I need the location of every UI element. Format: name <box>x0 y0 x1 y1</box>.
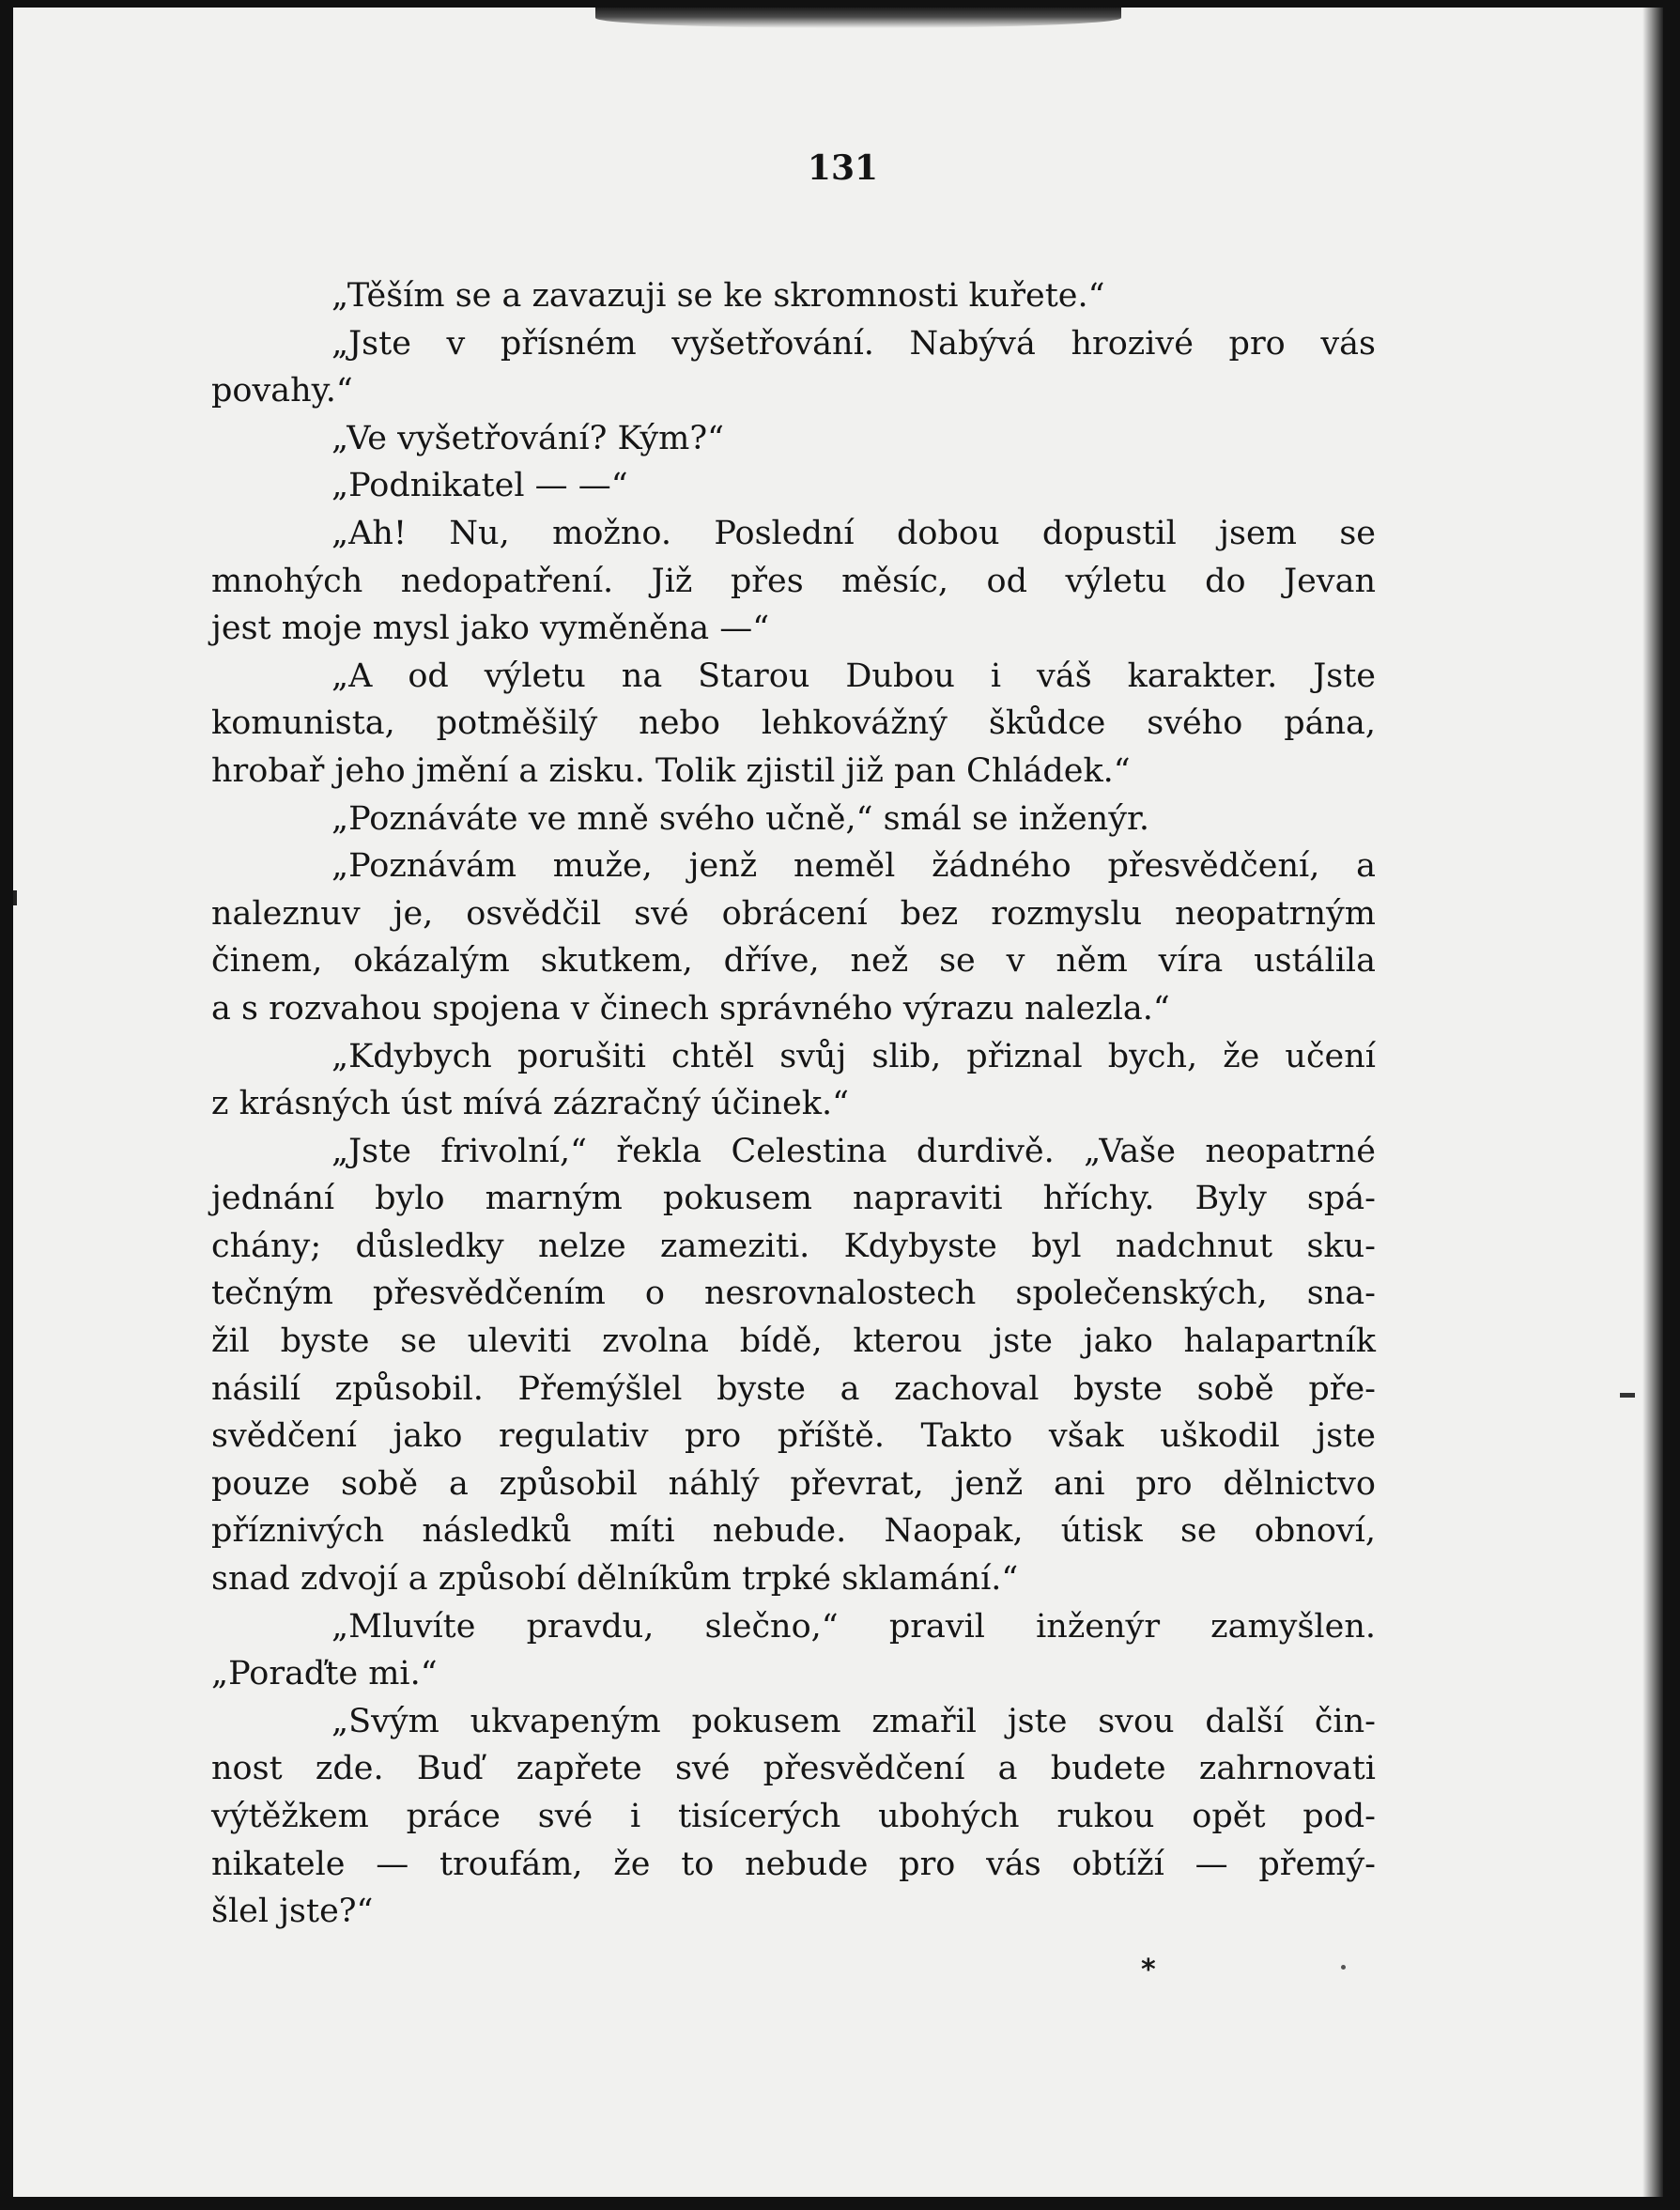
text-line: svědčení jako regulativ pro příště. Takto však uškodil jste <box>211 1417 1376 1456</box>
speck <box>1341 1965 1346 1970</box>
text-line: „Svým ukvapeným pokusem zmařil jste svou další čin- <box>331 1702 1376 1740</box>
text-line: mnohých nedopatření. Již přes měsíc, od výletu do Jevan <box>211 562 1376 600</box>
book-page <box>13 8 1663 2197</box>
text-line: „Jste v přísném vyšetřování. Nabývá hrozivé pro vás <box>331 324 1376 363</box>
text-line: šlel jste?“ <box>211 1893 374 1931</box>
margin-mark <box>1620 1393 1635 1398</box>
text-line: nost zde. Buď zapřete své přesvědčení a budete zahrnovati <box>211 1750 1376 1788</box>
page-edge-shadow <box>1642 8 1663 2197</box>
text-line: „Těším se a zavazuji se ke skromnosti kuřete.“ <box>331 277 1105 315</box>
text-line: a s rozvahou spojena v činech správného výrazu nalezla.“ <box>211 989 1170 1028</box>
text-line: snad zdvojí a způsobí dělníkům trpké sklamání.“ <box>211 1560 1019 1599</box>
text-line: „Ve vyšetřování? Kým?“ <box>331 419 725 457</box>
scan-smudge <box>595 8 1121 28</box>
text-line: žil byste se uleviti zvolna bídě, kterou jste jako halapartník <box>211 1322 1376 1361</box>
body-text <box>211 272 1376 1936</box>
text-line: „Poraďte mi.“ <box>211 1655 438 1693</box>
text-line: „Podnikatel — —“ <box>331 467 628 505</box>
text-line: „Poznáváte ve mně svého učně,“ smál se inženýr. <box>331 799 1149 838</box>
page-number: 131 <box>807 148 879 188</box>
text-line: násilí způsobil. Přemýšlel byste a zachoval byste sobě pře- <box>211 1369 1376 1408</box>
text-line: nikatele — troufám, že to nebude pro vás obtíží — přemý- <box>211 1845 1376 1883</box>
text-line: komunista, potměšilý nebo lehkovážný škůdce svého pána, <box>211 704 1376 743</box>
margin-mark-left <box>13 890 17 905</box>
text-line: z krásných úst mívá zázračný účinek.“ <box>211 1085 849 1123</box>
section-break-asterisk: * <box>1141 1954 1156 1986</box>
text-line: „Kdybych porušiti chtěl svůj slib, přiznal bych, že učení <box>331 1037 1376 1075</box>
text-line: „Ah! Nu, možno. Poslední dobou dopustil jsem se <box>331 514 1376 552</box>
text-line: „Poznávám muže, jenž neměl žádného přesvědčení, a <box>331 847 1376 886</box>
text-line: naleznuv je, osvědčil své obrácení bez rozmyslu neopatrným <box>211 894 1376 933</box>
text-line: jest moje mysl jako vyměněna —“ <box>211 610 770 648</box>
text-line: příznivých následků míti nebude. Naopak, útisk se obnoví, <box>211 1512 1376 1551</box>
text-line: výtěžkem práce své i tisícerých ubohých rukou opět pod- <box>211 1798 1376 1835</box>
text-line: „Jste frivolní,“ řekla Celestina durdivě. „Vaše neopatrné <box>331 1132 1376 1170</box>
text-line: pouze sobě a způsobil náhlý převrat, jenž ani pro dělnictvo <box>211 1464 1376 1503</box>
text-line: povahy.“ <box>211 372 353 410</box>
text-line: tečným přesvědčením o nesrovnalostech společenských, sna- <box>211 1275 1376 1313</box>
text-line: činem, okázalým skutkem, dříve, než se v něm víra ustálila <box>211 942 1376 981</box>
text-line: hrobař jeho jmění a zisku. Tolik zjistil již pan Chládek.“ <box>211 751 1131 790</box>
text-line: chány; důsledky nelze zameziti. Kdybyste byl nadchnut sku- <box>211 1227 1376 1265</box>
text-line: jednání bylo marným pokusem napraviti hříchy. Byly spá- <box>211 1180 1376 1218</box>
text-line: „Mluvíte pravdu, slečno,“ pravil inženýr zamyšlen. <box>331 1607 1376 1646</box>
text-line: „A od výletu na Starou Dubou i váš karakter. Jste <box>331 657 1376 695</box>
